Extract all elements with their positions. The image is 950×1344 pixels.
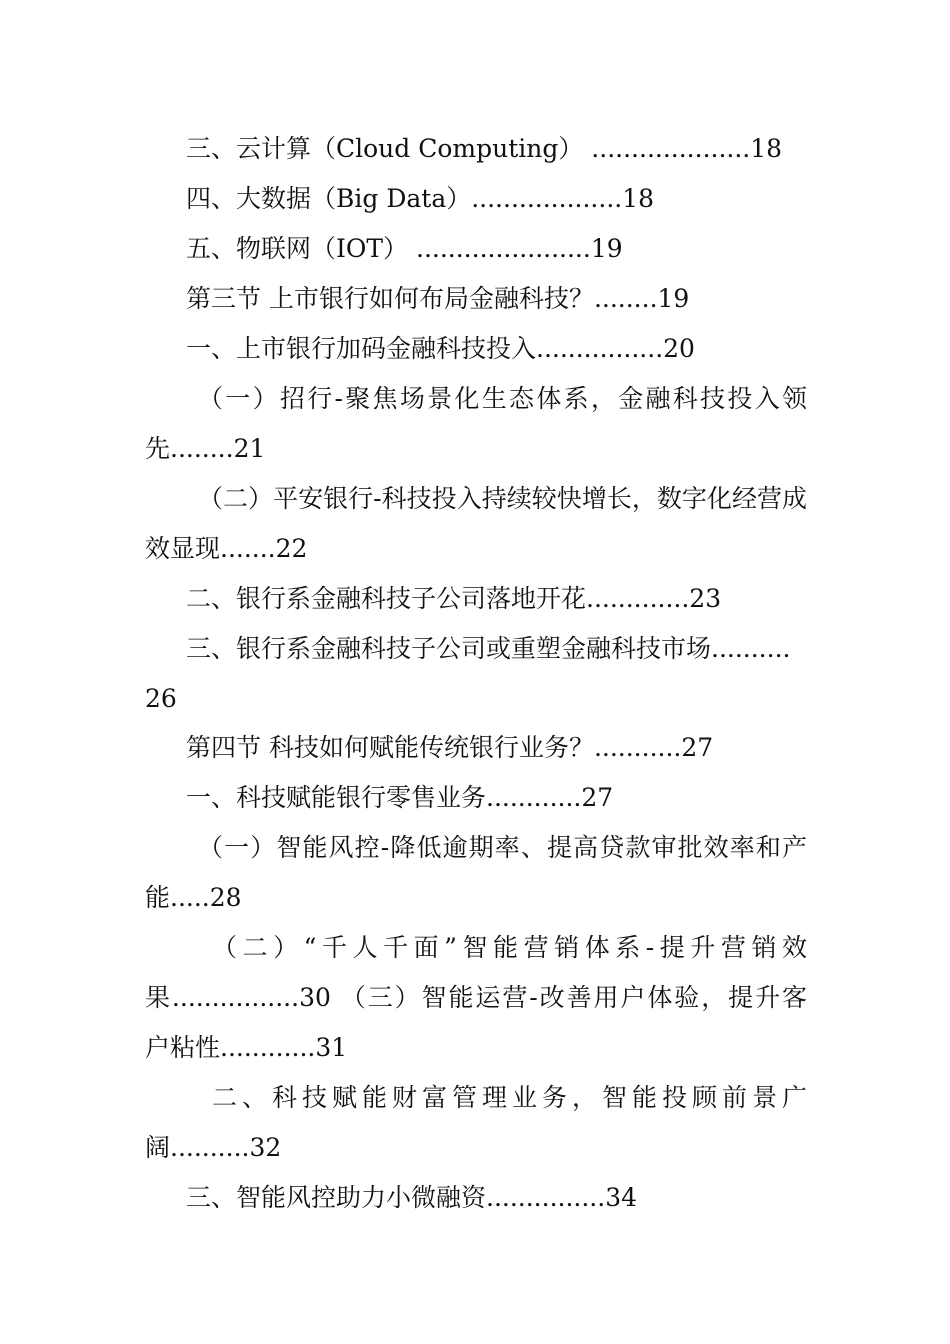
toc-entry-reshape-market-line2: 26 (145, 684, 177, 713)
toc-entry-cmb-line1: （一）招行-聚焦场景化生态体系，金融科技投入领 (198, 384, 807, 413)
toc-entry-risk-control-line2: 能.....28 (145, 883, 242, 912)
toc-entry-wealth-line2: 阔..........32 (145, 1133, 282, 1162)
toc-entry-big-data: 四、大数据（Big Data）...................18 (186, 184, 655, 213)
toc-entry-pingan-line1: （二）平安银行-科技投入持续较快增长，数字化经营成 (198, 484, 807, 513)
toc-entry-reshape-market-line1: 三、银行系金融科技子公司或重塑金融科技市场.......... (186, 634, 791, 663)
toc-entry-wealth-line1: 二、科技赋能财富管理业务，智能投顾前景广 (212, 1083, 807, 1112)
toc-entry-pingan-line2: 效显现.......22 (145, 534, 308, 563)
toc-entry-cmb-line2: 先........21 (145, 434, 266, 463)
toc-entry-cloud-computing: 三、云计算（Cloud Computing） ....................18 (186, 134, 783, 163)
toc-entry-fintech-subsidiaries: 二、银行系金融科技子公司落地开花.............23 (186, 584, 722, 613)
toc-entry-bank-investment: 一、上市银行加码金融科技投入................20 (186, 334, 695, 363)
toc-entry-operations-line2: 户粘性............31 (145, 1033, 348, 1062)
toc-section-3-heading: 第三节 上市银行如何布局金融科技？........19 (186, 284, 690, 313)
toc-entry-iot: 五、物联网（IOT） ......................19 (186, 234, 623, 263)
toc-entry-retail-business: 一、科技赋能银行零售业务............27 (186, 783, 614, 812)
toc-entry-small-micro-finance: 三、智能风控助力小微融资...............34 (186, 1183, 638, 1212)
toc-section-4-heading: 第四节 科技如何赋能传统银行业务？...........27 (186, 733, 714, 762)
toc-entry-marketing-operations-line: 果................30 （三）智能运营-改善用户体验，提升客 (145, 983, 807, 1012)
toc-entry-marketing-line1: （二）“千人千面”智能营销体系-提升营销效 (212, 933, 807, 962)
toc-entry-risk-control-line1: （一）智能风控-降低逾期率、提高贷款审批效率和产 (198, 833, 807, 862)
